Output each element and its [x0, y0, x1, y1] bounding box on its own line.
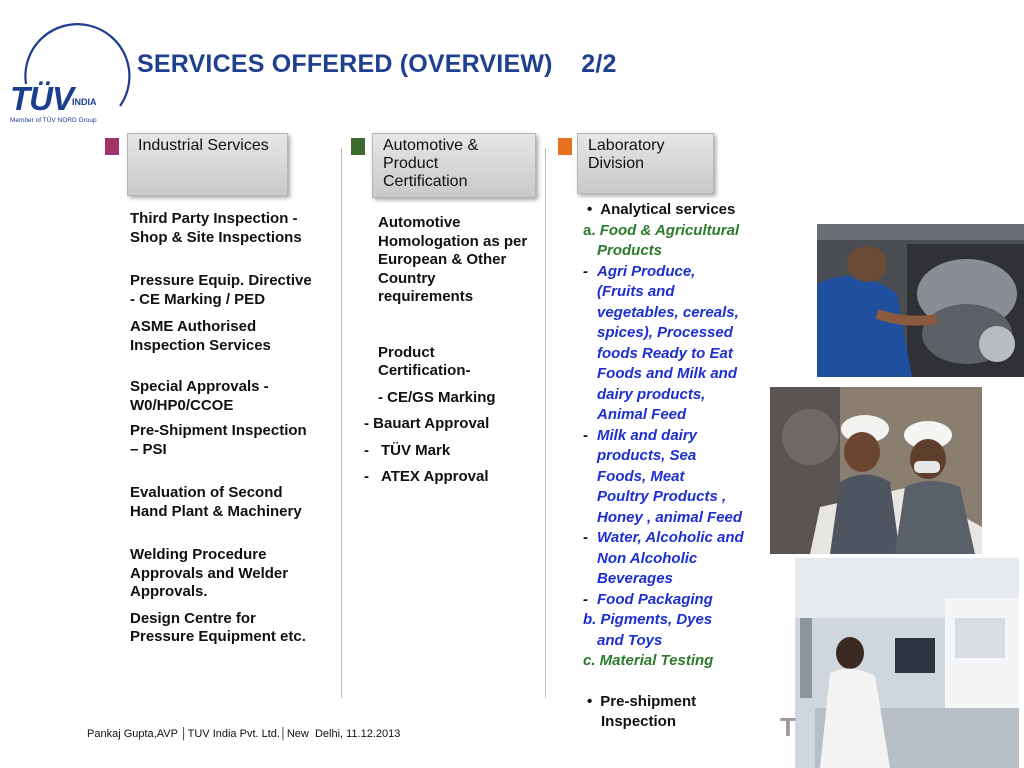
agri-line: vegetables, cereals, [597, 303, 739, 321]
milk-line: Milk and dairy [597, 426, 698, 444]
lab-header [577, 133, 714, 194]
milk-line: Foods, Meat [597, 467, 685, 485]
industrial-item: Pre-Shipment Inspection – PSI [130, 422, 307, 458]
bullet: • [587, 201, 593, 218]
agri-line: Agri Produce, [597, 262, 696, 280]
bullet: • [587, 692, 593, 710]
water-line: Non Alcoholic [597, 549, 698, 567]
lab-list [583, 200, 783, 733]
logo-member-text: Member of TÜV NORD Group [10, 117, 97, 124]
pigments-line2: and Toys [597, 631, 663, 649]
material-testing-line: c. Material Testing [583, 652, 714, 669]
laboratory-photo [795, 558, 1019, 768]
tuv-logo-text: TÜV [10, 80, 73, 117]
column-divider [341, 148, 342, 698]
cegs-text: - CE/GS Marking [378, 388, 496, 406]
bauart-text: - Bauart Approval [364, 415, 490, 432]
logo-region: INDIA [72, 97, 97, 107]
industrial-item: Pressure Equip. Directive - CE Marking / PED [130, 272, 312, 308]
milk-line: Poultry Products , [597, 488, 727, 505]
industrial-list [130, 210, 315, 647]
industrial-item: Special Approvals - W0/HP0/CCOE [130, 378, 269, 414]
a-prefix: a. [583, 221, 596, 239]
column-divider [545, 148, 546, 698]
agri-line: Foods and Milk and [597, 365, 738, 382]
dash: - [583, 590, 588, 608]
footer-text: Pankaj Gupta,AVP │TUV India Pvt. Ltd.│New Delhi, 11.12.2013 [87, 728, 401, 740]
automotive-marker [351, 138, 365, 155]
lab-marker [558, 138, 572, 155]
industrial-marker [105, 138, 119, 155]
lab-header-label: Laboratory Division [588, 137, 665, 172]
automotive-header [372, 133, 536, 198]
dash: - [364, 468, 369, 485]
water-line: Water, Alcoholic and [597, 529, 744, 546]
industrial-item: Welding Procedure Approvals and Welder Approvals. [130, 546, 289, 600]
industrial-item: ASME Authorised Inspection Services [130, 318, 271, 354]
industrial-item: Evaluation of Second Hand Plant & Machinery [130, 484, 302, 520]
product-cert-text: Product Certification- [378, 343, 471, 379]
food-agri-label: Food & Agricultural [599, 221, 740, 239]
industrial-header [127, 133, 288, 196]
automotive-header-label: Automotive & Product Certification [383, 137, 479, 190]
engine-mechanic-photo [817, 224, 1024, 377]
agri-line: Animal Feed [597, 406, 687, 423]
dash: - [583, 529, 588, 546]
food-agri-label2: Products [597, 242, 663, 259]
agri-line: foods Ready to Eat [597, 344, 733, 362]
atex-text: ATEX Approval [381, 468, 489, 485]
tuv-mark-text: TÜV Mark [381, 441, 451, 459]
dash: - [583, 262, 588, 280]
dash: - [583, 426, 588, 444]
packaging-line: Food Packaging [597, 590, 713, 608]
milk-line: Honey , animal Feed [597, 508, 743, 526]
preship-line2: Inspection [601, 713, 677, 730]
engineers-hardhat-photo [770, 387, 982, 554]
agri-line: dairy products, [597, 385, 706, 403]
milk-line: products, Sea [597, 447, 697, 464]
industrial-header-label: Industrial Services [138, 137, 269, 154]
industrial-item: Third Party Inspection - Shop & Site Inspections [130, 210, 302, 246]
dash: - [364, 441, 369, 459]
pigments-line: b. Pigments, Dyes [583, 611, 713, 628]
agri-line: spices), Processed [597, 324, 733, 341]
page-title: SERVICES OFFERED (OVERVIEW) 2/2 [137, 50, 617, 78]
watermark-text: T [780, 712, 796, 742]
water-line: Beverages [597, 570, 673, 587]
homologation-text: Automotive Homologation as per European & Other Country requirements [378, 214, 528, 305]
preship-line: Pre-shipment [600, 692, 697, 710]
agri-line: (Fruits and [597, 283, 675, 300]
automotive-list [364, 214, 528, 487]
industrial-item: Design Centre for Pressure Equipment etc. [130, 609, 306, 645]
analytical-text: Analytical services [600, 201, 736, 218]
